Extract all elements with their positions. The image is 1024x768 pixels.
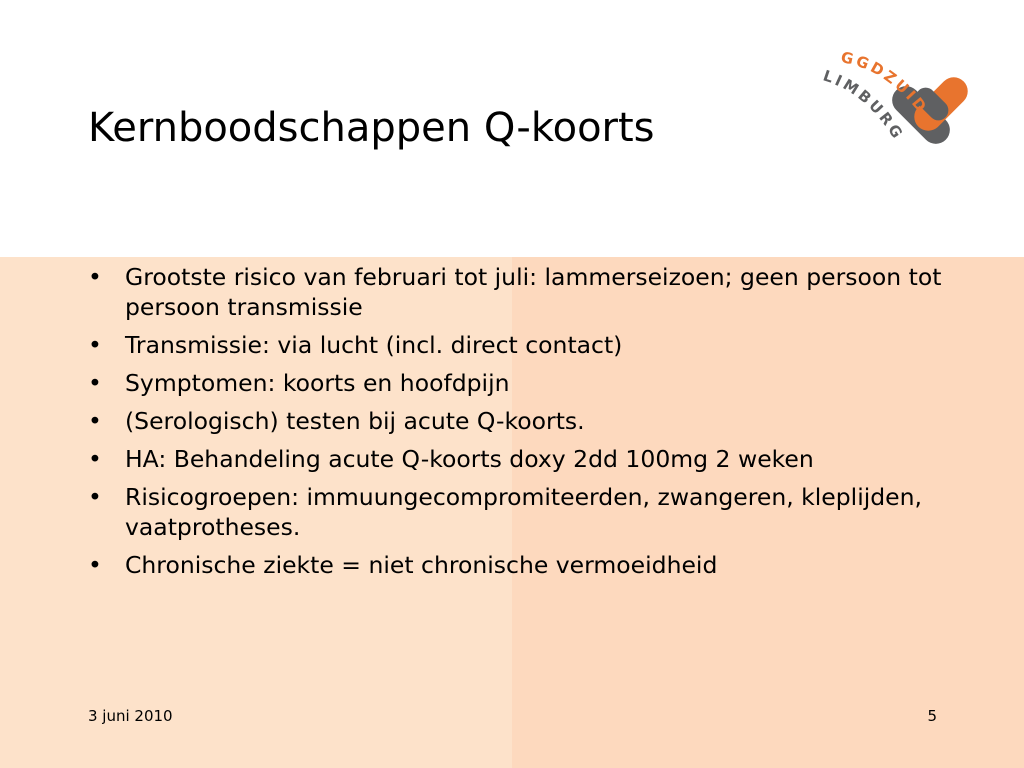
slide-header	[0, 0, 1024, 257]
bullet-icon: •	[88, 483, 102, 511]
list-item	[86, 550, 966, 580]
bullet-icon: •	[88, 551, 102, 579]
bullet-icon: •	[88, 369, 102, 397]
list-item	[86, 482, 966, 542]
bullet-icon: •	[88, 407, 102, 435]
bullet-text: (Serologisch) testen bij acute Q-koorts.	[125, 407, 585, 435]
bullet-icon: •	[88, 263, 102, 291]
bullet-icon: •	[88, 445, 102, 473]
bullet-text: Transmissie: via lucht (incl. direct contact)	[125, 331, 623, 359]
bullet-text: Symptomen: koorts en hoofdpijn	[125, 369, 510, 397]
bullet-text: Risicogroepen: immuungecompromiteerden, zwangeren, kleplijden, vaatprotheses.	[125, 483, 922, 541]
list-item	[86, 406, 966, 436]
bullet-icon: •	[88, 331, 102, 359]
list-item	[86, 444, 966, 474]
bullet-text: HA: Behandeling acute Q-koorts doxy 2dd 100mg 2 weken	[125, 445, 814, 473]
bullet-text: Chronische ziekte = niet chronische vermoeidheid	[125, 551, 718, 579]
bullet-text: Grootste risico van februari tot juli: lammerseizoen; geen persoon tot persoon transmissie	[125, 263, 942, 321]
list-item	[86, 330, 966, 360]
list-item	[86, 368, 966, 398]
page-number: 5	[927, 707, 937, 725]
ggd-zuid-limburg-logo	[812, 50, 982, 180]
bullet-list	[86, 262, 966, 588]
list-item	[86, 262, 966, 322]
logo-line1: GGDZUID	[839, 50, 932, 118]
logo-line2: LIMBURG	[820, 66, 908, 144]
slide-title: Kernboodschappen Q-koorts	[88, 105, 655, 151]
footer-date: 3 juni 2010	[88, 707, 173, 725]
